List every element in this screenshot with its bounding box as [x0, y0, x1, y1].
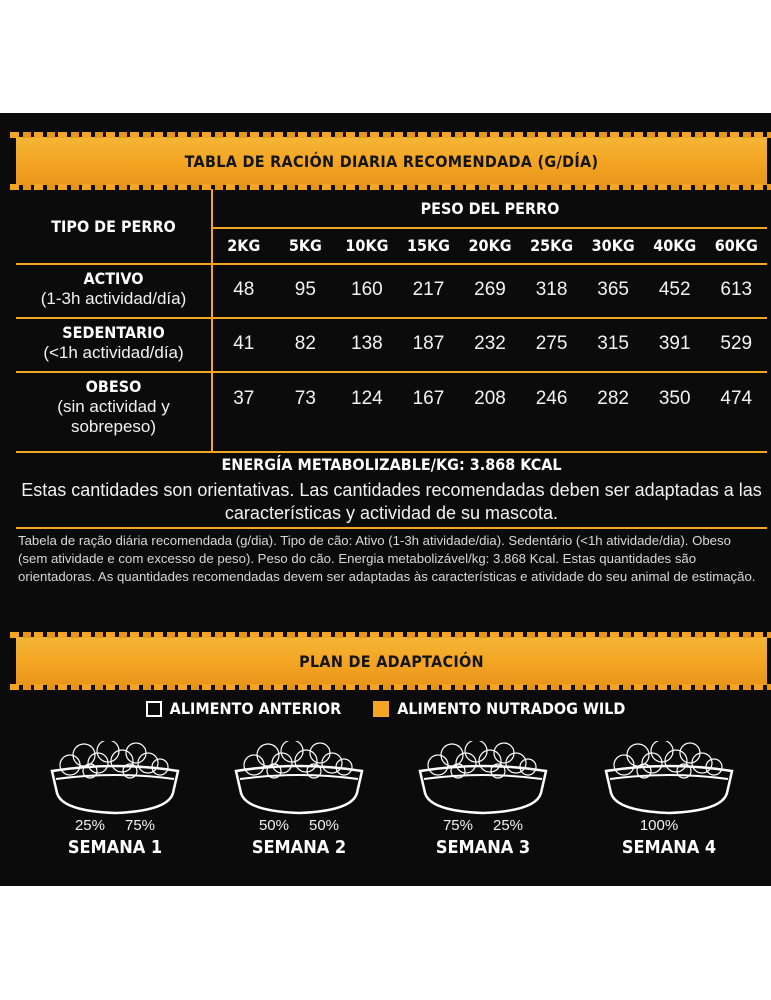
- weight-header: 40KG: [653, 236, 697, 255]
- bowl-outline: [420, 766, 546, 813]
- bowl-rim: [610, 775, 728, 779]
- week-1-bowl: [30, 741, 200, 881]
- ration-table-title: [16, 137, 767, 185]
- table-cell: 318: [535, 279, 568, 300]
- week-label: SEMANA 3: [435, 837, 531, 858]
- legend-label: ALIMENTO NUTRADOG WILD: [397, 699, 626, 718]
- table-cell: 452: [658, 279, 691, 300]
- table-cell: 275: [535, 333, 568, 354]
- row-desc: (sin actividad y sobrepeso): [57, 397, 170, 436]
- pct-new: 100%: [639, 817, 679, 834]
- kibble-outline: [506, 753, 526, 773]
- week-4-bowl: [584, 741, 754, 881]
- week-percentages: [398, 817, 568, 834]
- table-cell: 529: [720, 333, 753, 354]
- note-spanish: Estas cantidades son orientativas. Las cantidades recomendadas deben ser adaptadas a las características y actividad de su mascota.: [21, 480, 762, 523]
- kibble-outline: [322, 753, 342, 773]
- kibble-outline: [60, 755, 80, 775]
- kibble-outline: [614, 755, 634, 775]
- table-cell: 315: [597, 333, 629, 354]
- pct-new: 75%: [442, 817, 473, 834]
- table-cell: 208: [474, 388, 506, 409]
- row-label-obeso: [16, 377, 211, 437]
- bowl-row: [0, 741, 771, 881]
- table-row-sedentario: [213, 333, 767, 355]
- table-cell: 282: [597, 388, 629, 409]
- kibble-outline: [692, 753, 712, 773]
- bowl-outline: [236, 766, 362, 813]
- table-cell: 73: [294, 388, 316, 409]
- feeding-guide-panel: [0, 113, 771, 886]
- legend-item-new: [373, 699, 625, 718]
- week-label: SEMANA 4: [621, 837, 717, 858]
- bowl-rim: [240, 775, 358, 779]
- table-cell: 613: [720, 279, 753, 300]
- weight-header: 25KG: [530, 236, 574, 255]
- table-cell: 391: [658, 333, 691, 354]
- bowl-outline: [52, 766, 178, 813]
- pct-new: 25%: [74, 817, 105, 834]
- table-cell: 48: [233, 279, 255, 300]
- table-cell: 41: [233, 333, 255, 354]
- weight-header: 10KG: [345, 236, 389, 255]
- legend-item-previous: [146, 699, 342, 718]
- table-cell: 138: [351, 333, 383, 354]
- bowl-icon: [224, 741, 374, 815]
- weight-header: 20KG: [468, 236, 512, 255]
- adaptation-title-text: PLAN DE ADAPTACIÓN: [299, 651, 484, 671]
- row-desc: (<1h actividad/día): [43, 343, 184, 362]
- week-percentages: [214, 817, 384, 834]
- legend-label: ALIMENTO ANTERIOR: [169, 699, 342, 718]
- bowl-old-food-fill: [732, 741, 744, 815]
- week-label: SEMANA 2: [251, 837, 347, 858]
- table-cell: 95: [294, 279, 316, 300]
- table-cell: 217: [412, 279, 445, 300]
- legend: [0, 699, 771, 718]
- energy-line: ENERGÍA METABOLIZABLE/KG: 3.868 KCAL: [221, 455, 562, 474]
- table-cell: 474: [720, 388, 753, 409]
- row-name: ACTIVO: [83, 269, 144, 288]
- table-cell: 37: [233, 388, 255, 409]
- week-2-bowl: [214, 741, 384, 881]
- week-3-bowl: [398, 741, 568, 881]
- bowl-new-food-fill: [224, 741, 299, 815]
- kibble-outline: [428, 755, 448, 775]
- peso-header: PESO DEL PERRO: [420, 198, 560, 218]
- pct-new: 50%: [258, 817, 289, 834]
- weight-header: 5KG: [288, 236, 322, 255]
- square-dark-icon: [146, 701, 162, 717]
- table-cell: 167: [412, 388, 445, 409]
- note-portuguese: Tabela de ração diária recomendada (g/dia). Tipo de cão: Ativo (1-3h atividade/dia). Sedentário (<1h atividade/dia). Obeso (sem atividade e com excesso de peso). Peso do cão. Energia metabolizável/kg: 3.868 Kcal. Estas quantidades são orientadoras. As quantidades recomendadas devem ser adaptadas às características e atividade do seu animal de estimação.: [18, 533, 756, 584]
- table-cell: 365: [597, 279, 629, 300]
- table-cell: 246: [535, 388, 568, 409]
- pct-old: 25%: [493, 817, 524, 834]
- pct-old: 75%: [125, 817, 156, 834]
- bowl-icon: [408, 741, 558, 815]
- table-cell: 187: [412, 333, 445, 354]
- table-cell: 82: [294, 333, 316, 354]
- table-divider: [16, 263, 767, 265]
- table-cell: 350: [658, 388, 691, 409]
- table-row-activo: [213, 279, 767, 301]
- row-label-sedentario: [16, 323, 211, 363]
- week-percentages: [584, 817, 754, 834]
- bowl-outline: [606, 766, 732, 813]
- table-cell: 160: [351, 279, 383, 300]
- bowl-rim: [56, 775, 174, 779]
- bowl-icon: [40, 741, 190, 815]
- week-percentages: [30, 817, 200, 834]
- square-orange-icon: [373, 701, 389, 717]
- table-cell: 124: [351, 388, 383, 409]
- tipo-header: TIPO DE PERRO: [51, 216, 176, 236]
- row-name: OBESO: [85, 377, 142, 396]
- kibble-outline: [244, 755, 264, 775]
- row-name: SEDENTARIO: [62, 323, 165, 342]
- week-label: SEMANA 1: [67, 837, 163, 858]
- table-divider: [16, 371, 767, 373]
- row-desc: (1-3h actividad/día): [40, 289, 187, 308]
- pct-old: 50%: [309, 817, 340, 834]
- row-label-activo: [16, 269, 211, 309]
- bowl-icon: [594, 741, 744, 815]
- table-cell: 269: [474, 279, 506, 300]
- weight-header: 15KG: [406, 236, 450, 255]
- table-cell: 232: [474, 333, 506, 354]
- bowl-rim: [424, 775, 542, 779]
- adaptation-title: [16, 637, 767, 685]
- weight-header: 60KG: [714, 236, 758, 255]
- table-divider: [16, 317, 767, 319]
- weight-header: 30KG: [591, 236, 635, 255]
- table-row-obeso: [213, 388, 767, 410]
- section-divider: [16, 527, 767, 529]
- weight-header: 2KG: [227, 236, 261, 255]
- table-divider: [16, 451, 767, 453]
- ration-table-title-text: TABLA DE RACIÓN DIARIA RECOMENDADA (G/DÍA): [184, 151, 599, 171]
- kibble-outline: [138, 753, 158, 773]
- weight-headers: [213, 229, 767, 263]
